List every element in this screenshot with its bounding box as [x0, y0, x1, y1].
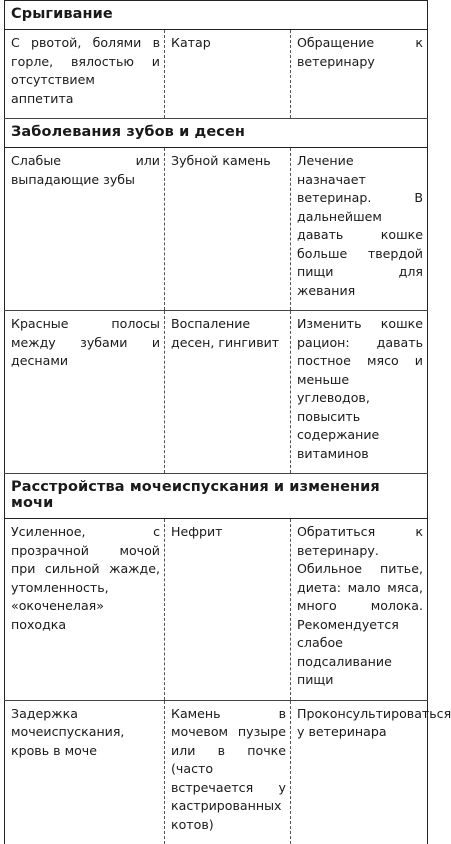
- symptom-text: Усиленное, с прозрачной мочой при сильной жажде, утомленность, «окоченелая» походка: [11, 524, 160, 632]
- symptom-cell: [5, 311, 165, 474]
- cause-text: Нефрит: [171, 524, 223, 539]
- cause-text: Зубной камень: [171, 153, 271, 168]
- cause-cell: [165, 30, 291, 119]
- treatment-text: Обращение к ветеринару: [297, 35, 423, 69]
- table-row: [5, 148, 428, 311]
- cause-text: Катар: [171, 35, 211, 50]
- table-row: [5, 311, 428, 474]
- section-title: Срыгивание: [5, 1, 428, 30]
- cause-cell: [165, 700, 291, 844]
- treatment-cell: [291, 148, 428, 311]
- treatment-text: Проконсультироваться у ветеринара: [297, 705, 451, 739]
- treatment-cell: [291, 311, 428, 474]
- symptom-cell: [5, 30, 165, 119]
- cause-text: Воспаление десен, гингивит: [171, 316, 280, 350]
- treatment-cell: [291, 519, 428, 701]
- treatment-text: Обратиться к ветеринару. Обильное питье, диета: мало мяса, много молока. Рекомендуется слабое подсаливание пищи: [297, 524, 423, 687]
- cause-cell: [165, 148, 291, 311]
- treatment-cell: [291, 30, 428, 119]
- symptom-cell: [5, 519, 165, 701]
- symptom-text: Задержка мочеиспускания, кровь в моче: [11, 705, 125, 758]
- treatment-text: Лечение назначает ветеринар. В дальнейшем давать кошке больше твердой пищи для жевания: [297, 153, 423, 298]
- symptom-cell: [5, 700, 165, 844]
- treatment-cell: [291, 700, 451, 844]
- symptom-text: Слабые или выпадающие зубы: [11, 153, 160, 187]
- cause-cell: [165, 311, 291, 474]
- symptom-text: С рвотой, болями в горле, вялостью и отсутствием аппетита: [11, 35, 160, 106]
- symptom-text: Красные полосы между зубами и деснами: [11, 316, 160, 368]
- cause-text: Камень в мочевом пузыре или в почке (часто встречается у кастрированных котов): [171, 705, 286, 832]
- cause-cell: [165, 519, 291, 701]
- symptoms-table: [4, 0, 451, 844]
- symptom-cell: [5, 148, 165, 311]
- section-title: Расстройства мочеиспускания и изменения мочи: [5, 474, 428, 519]
- table-row: [5, 700, 428, 844]
- section-title: Заболевания зубов и десен: [5, 119, 428, 148]
- section-header: [5, 1, 428, 30]
- treatment-text: Изменить кошке рацион: давать постное мясо и меньше углеводов, повысить содержание витаминов: [297, 316, 423, 461]
- table-row: [5, 519, 428, 701]
- table-row: [5, 30, 428, 119]
- section-header: [5, 119, 428, 148]
- section-header: [5, 474, 428, 519]
